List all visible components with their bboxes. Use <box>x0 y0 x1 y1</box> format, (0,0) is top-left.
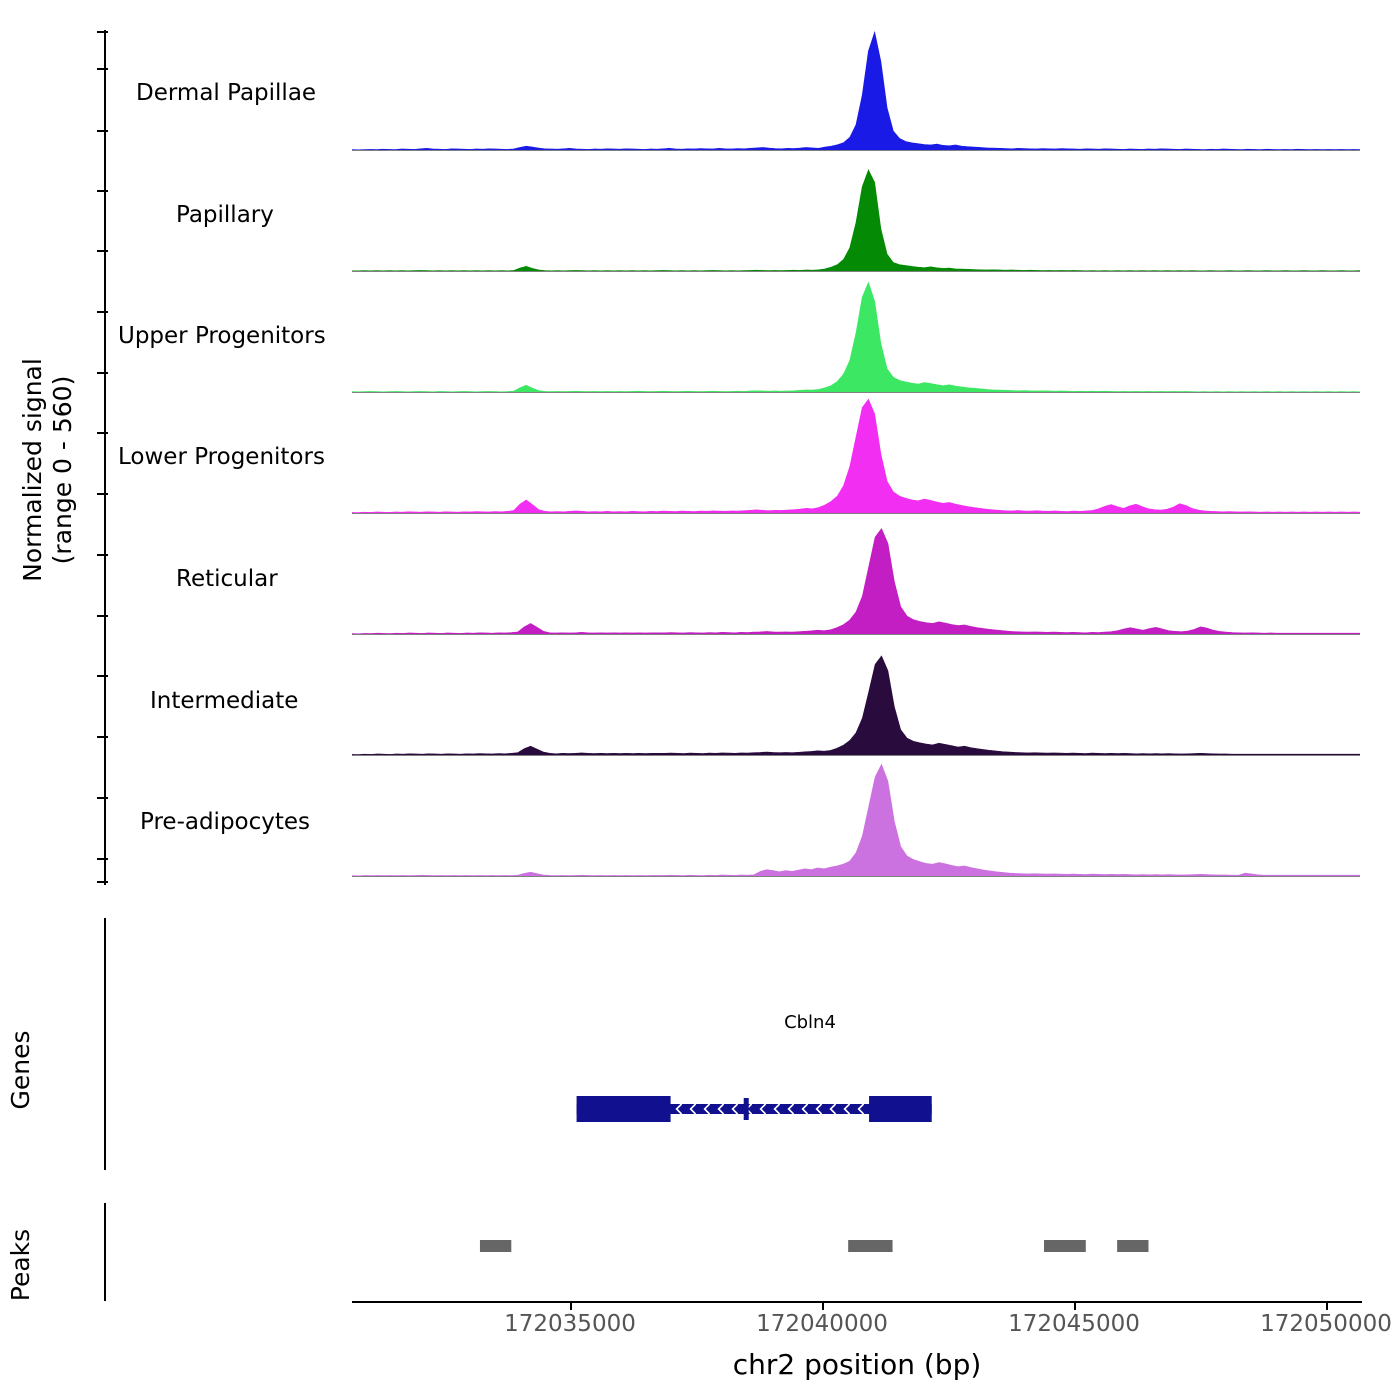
x-axis-tick-label: 172035000 <box>504 1311 636 1337</box>
signal-axis-label <box>18 300 77 640</box>
genes-axis-label: Genes <box>6 1030 35 1110</box>
x-axis-tick-label: 172045000 <box>1008 1311 1140 1337</box>
signal-axis-label-line2: (range 0 - 560) <box>47 375 77 565</box>
signal-axis-tick <box>97 68 108 70</box>
track-label-papillary: Papillary <box>176 202 274 228</box>
gene-label-cbln4: Cbln4 <box>784 1012 836 1033</box>
track-label-dermal-papillae: Dermal Papillae <box>136 80 317 106</box>
signal-axis-tick <box>97 130 108 132</box>
x-axis-tick <box>1074 1303 1076 1310</box>
peaks-axis-spine <box>104 1203 106 1301</box>
x-axis-tick <box>822 1303 824 1310</box>
signal-axis-tick <box>97 190 108 192</box>
x-axis-tick <box>1326 1303 1328 1310</box>
signal-axis-tick <box>97 675 108 677</box>
x-axis-title: chr2 position (bp) <box>732 1348 982 1381</box>
signal-axis-tick <box>97 250 108 252</box>
track-label-pre-adipocytes: Pre-adipocytes <box>140 809 311 835</box>
signal-axis-tick <box>97 736 108 738</box>
signal-axis-tick <box>97 881 108 883</box>
signal-track-reticular <box>352 514 1360 634</box>
track-baseline <box>352 876 1360 877</box>
signal-track-lower-progenitors <box>352 393 1360 513</box>
signal-track-intermediate <box>352 635 1360 755</box>
x-axis-tick-label: 172040000 <box>756 1311 888 1337</box>
track-label-intermediate: Intermediate <box>150 688 299 714</box>
x-axis-tick-label: 172050000 <box>1260 1311 1392 1337</box>
gene-model-track <box>352 1080 1360 1140</box>
peaks-axis-label: Peaks <box>6 1228 35 1302</box>
signal-axis-tick <box>97 311 108 313</box>
signal-axis-tick <box>97 31 108 33</box>
signal-axis-tick <box>97 372 108 374</box>
signal-axis-tick <box>97 432 108 434</box>
genes-axis-spine <box>104 918 106 1170</box>
peaks-track <box>352 1236 1360 1256</box>
signal-axis-tick <box>97 493 108 495</box>
signal-track-pre-adipocytes <box>352 756 1360 876</box>
signal-axis-label-line1: Normalized signal <box>18 358 47 582</box>
signal-track-upper-progenitors <box>352 272 1360 392</box>
signal-track-dermal-papillae <box>352 30 1360 150</box>
track-label-reticular: Reticular <box>176 566 278 592</box>
signal-axis-tick <box>97 858 108 860</box>
signal-axis-tick <box>97 554 108 556</box>
x-axis-tick <box>570 1303 572 1310</box>
signal-axis-tick <box>97 797 108 799</box>
x-axis-line <box>352 1301 1362 1303</box>
track-label-upper-progenitors: Upper Progenitors <box>118 323 326 349</box>
signal-track-papillary <box>352 151 1360 271</box>
signal-axis-spine <box>104 30 106 885</box>
track-label-lower-progenitors: Lower Progenitors <box>118 444 325 470</box>
signal-axis-tick <box>97 615 108 617</box>
